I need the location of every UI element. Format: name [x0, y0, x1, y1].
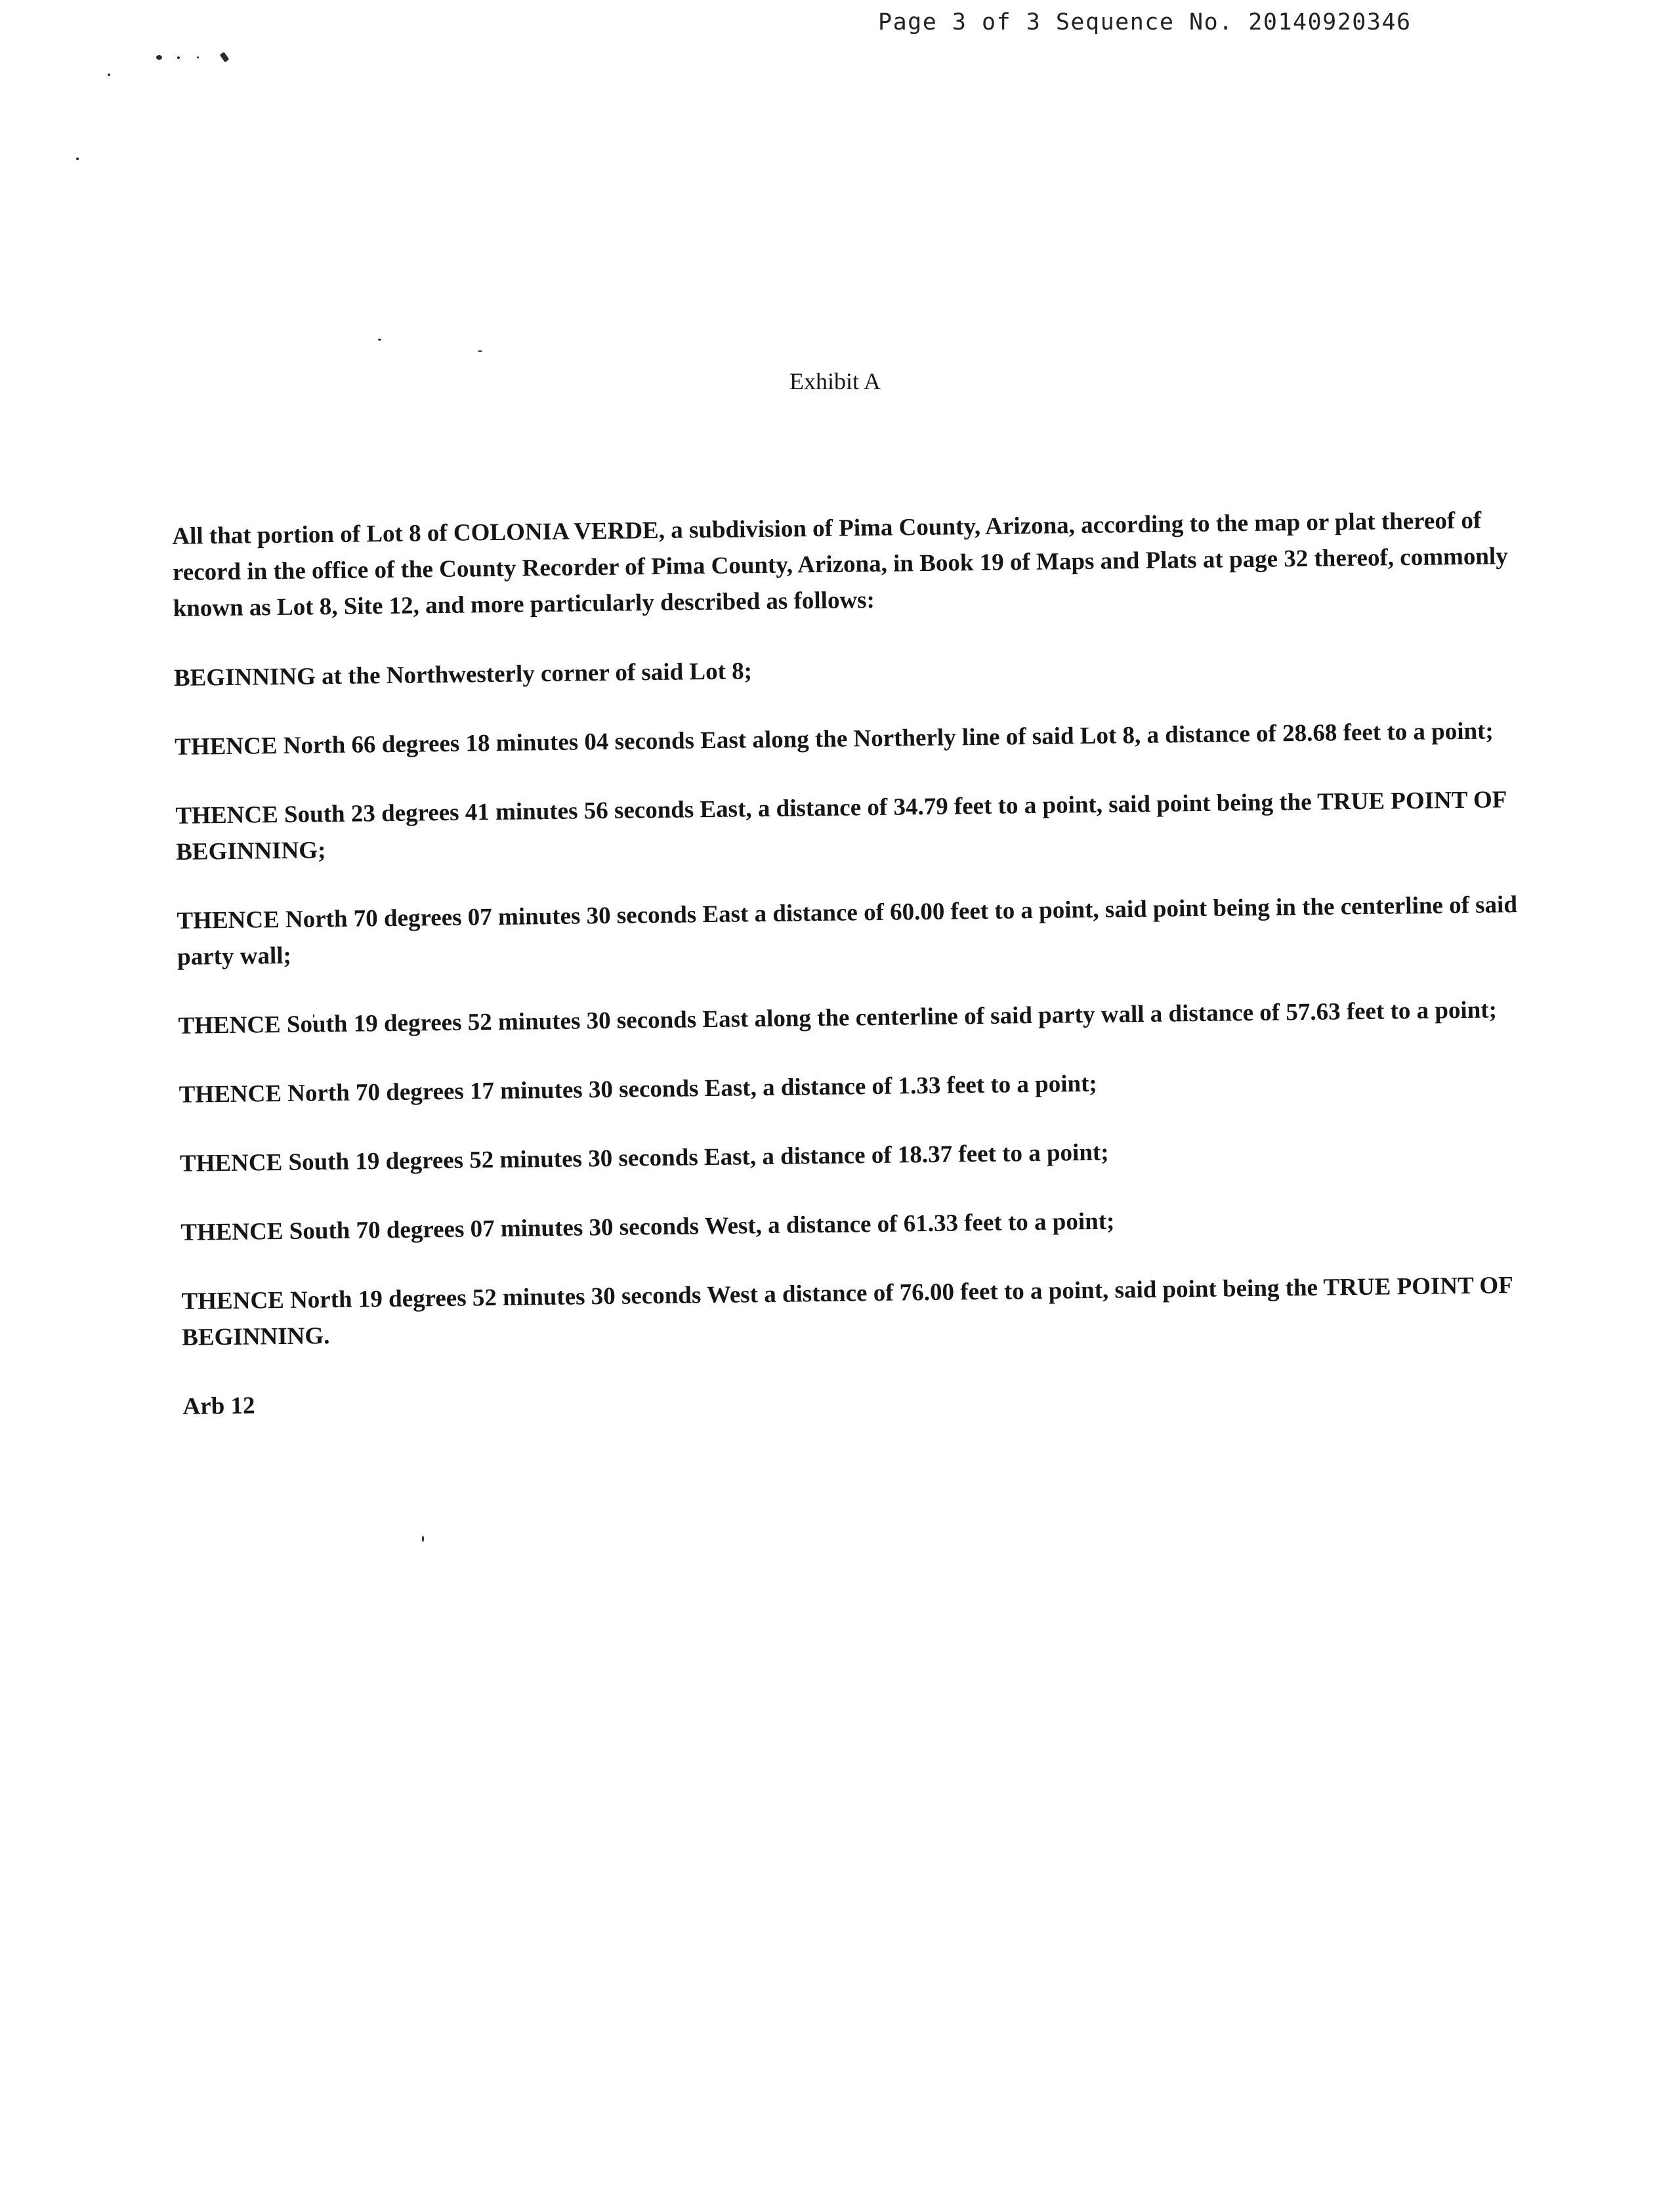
boundary-call: THENCE North 19 degrees 52 minutes 30 seconds West a distance of 76.00 feet to a point, said point being the TRUE POINT OF BEGINNING. — [181, 1272, 1513, 1351]
scan-speck — [177, 56, 180, 59]
exhibit-title: Exhibit A — [789, 368, 881, 394]
scan-speck — [76, 158, 79, 160]
legal-description — [172, 502, 1535, 1458]
boundary-call: THENCE South 19 degrees 52 minutes 30 seconds East, a distance of 18.37 feet to a point; — [179, 1139, 1109, 1177]
reference-label: Arb 12 — [182, 1392, 255, 1420]
scan-speck — [478, 350, 482, 352]
boundary-call: THENCE North 70 degrees 17 minutes 30 seconds East, a distance of 1.33 feet to a point; — [178, 1070, 1097, 1108]
page-sequence-header: Page 3 of 3 Sequence No. 20140920346 — [878, 9, 1412, 35]
legal-description-intro: All that portion of Lot 8 of COLONIA VERDE, a subdivision of Pima County, Arizona, according to the map or plat thereof of record in the office of the County Recorder of Pima County, Arizona, in Book 19 of Maps and Plats at page 32 thereof, commonly known as Lot 8, Site 12, and more particularly described as follows: — [172, 507, 1508, 622]
boundary-call: THENCE South 23 degrees 41 minutes 56 seconds East, a distance of 34.79 feet to a point, said point being the TRUE POINT OF BEGINNING; — [175, 786, 1507, 866]
boundary-call: THENCE North 70 degrees 07 minutes 30 seconds East a distance of 60.00 feet to a point, said point being in the centerline of said party wall; — [177, 891, 1518, 971]
boundary-call: THENCE South 19 degrees 52 minutes 30 seconds East along the centerline of said party wall a distance of 57.63 feet to a point; — [178, 996, 1498, 1040]
scan-speck — [197, 56, 199, 58]
boundary-call: THENCE South 70 degrees 07 minutes 30 seconds West, a distance of 61.33 feet to a point; — [180, 1208, 1115, 1246]
scan-speck — [378, 339, 381, 341]
scan-speck — [156, 55, 162, 60]
scan-speck — [422, 1536, 424, 1542]
scan-speck — [220, 52, 230, 62]
boundary-call: THENCE North 66 degrees 18 minutes 04 seconds East along the Northerly line of said Lot 8, a distance of 28.68 feet to a point; — [175, 717, 1494, 761]
scan-speck — [108, 74, 110, 76]
point-of-beginning: BEGINNING at the Northwesterly corner of said Lot 8; — [173, 658, 753, 692]
